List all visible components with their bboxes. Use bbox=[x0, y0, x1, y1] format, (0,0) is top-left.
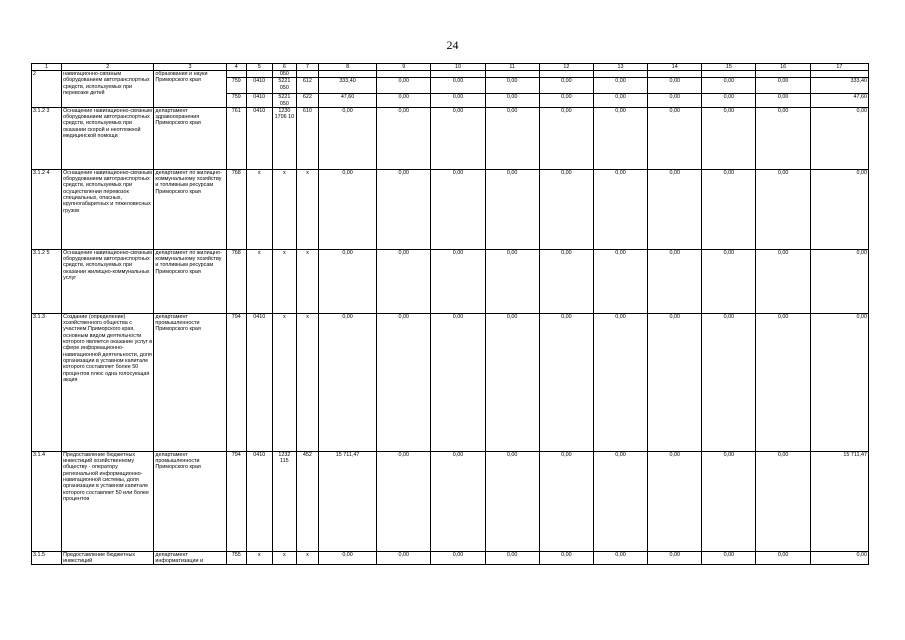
value-cell bbox=[431, 71, 485, 78]
column-header: 3 bbox=[154, 64, 226, 71]
code-grbs: 794 bbox=[226, 451, 246, 551]
value-cell: 0,00 bbox=[431, 78, 485, 94]
code-section: 0410 bbox=[246, 107, 272, 169]
value-cell: 0,00 bbox=[377, 551, 431, 565]
value-cell: 0,00 bbox=[648, 551, 702, 565]
column-header: 4 bbox=[226, 64, 246, 71]
column-header: 12 bbox=[539, 64, 593, 71]
value-cell: 0,00 bbox=[810, 107, 868, 169]
value-cell: 0,00 bbox=[593, 78, 647, 94]
row-number: 3.1.2 4 bbox=[32, 169, 62, 249]
code-section: 0410 bbox=[246, 78, 272, 94]
value-cell: 0,00 bbox=[318, 107, 376, 169]
row-department: департамент информатизации и bbox=[154, 551, 226, 565]
row-number: 3.1.4 bbox=[32, 451, 62, 551]
value-cell: 0,00 bbox=[756, 249, 810, 313]
column-header: 16 bbox=[756, 64, 810, 71]
value-cell: 0,00 bbox=[377, 94, 431, 108]
column-header: 6 bbox=[272, 64, 296, 71]
value-cell: 0,00 bbox=[702, 94, 756, 108]
value-cell: 0,00 bbox=[648, 169, 702, 249]
code-type bbox=[296, 71, 318, 78]
value-cell: 0,00 bbox=[648, 94, 702, 108]
value-cell bbox=[318, 71, 376, 78]
value-cell: 0,00 bbox=[485, 107, 539, 169]
value-cell: 0,00 bbox=[702, 551, 756, 565]
row-department: департамент здравоохранения Приморского края bbox=[154, 107, 226, 169]
value-cell: 0,00 bbox=[593, 249, 647, 313]
value-cell: 0,00 bbox=[318, 169, 376, 249]
code-target: x bbox=[272, 169, 296, 249]
value-cell: 0,00 bbox=[702, 451, 756, 551]
code-section: x bbox=[246, 169, 272, 249]
value-cell: 0,00 bbox=[593, 169, 647, 249]
code-section: 0410 bbox=[246, 313, 272, 451]
code-grbs: 794 bbox=[226, 313, 246, 451]
code-section: x bbox=[246, 551, 272, 565]
row-name: Оснащение навигационно-связным оборудованием автотранспортных средств, используемых при оказании скорой и неотложной медицинской помощи bbox=[62, 107, 154, 169]
value-cell: 0,00 bbox=[485, 551, 539, 565]
column-header: 1 bbox=[32, 64, 62, 71]
row-number: 3.1.2 3 bbox=[32, 107, 62, 169]
value-cell: 0,00 bbox=[431, 313, 485, 451]
value-cell: 0,00 bbox=[377, 451, 431, 551]
code-type: x bbox=[296, 249, 318, 313]
value-cell bbox=[648, 71, 702, 78]
column-header: 14 bbox=[648, 64, 702, 71]
value-cell: 0,00 bbox=[810, 313, 868, 451]
value-cell: 0,00 bbox=[431, 249, 485, 313]
code-type: 610 bbox=[296, 107, 318, 169]
value-cell: 0,00 bbox=[648, 78, 702, 94]
column-header: 8 bbox=[318, 64, 376, 71]
value-cell: 0,00 bbox=[377, 78, 431, 94]
row-name: Предоставление бюджетных инвестиций bbox=[62, 551, 154, 565]
header-row bbox=[32, 64, 869, 71]
value-cell: 0,00 bbox=[539, 313, 593, 451]
value-cell bbox=[756, 71, 810, 78]
table-row bbox=[32, 313, 869, 451]
code-grbs: 761 bbox=[226, 107, 246, 169]
code-target: 1232 115 bbox=[272, 451, 296, 551]
value-cell: 0,00 bbox=[431, 94, 485, 108]
value-cell: 0,00 bbox=[485, 249, 539, 313]
value-cell: 0,00 bbox=[377, 313, 431, 451]
column-header: 5 bbox=[246, 64, 272, 71]
code-grbs: 759 bbox=[226, 94, 246, 108]
row-number: 3.1.3 bbox=[32, 313, 62, 451]
table-row bbox=[32, 169, 869, 249]
value-cell: 0,00 bbox=[539, 551, 593, 565]
code-target: 5221 050 bbox=[272, 78, 296, 94]
value-cell: 0,00 bbox=[702, 313, 756, 451]
value-cell: 0,00 bbox=[431, 551, 485, 565]
column-header: 2 bbox=[62, 64, 154, 71]
column-header: 13 bbox=[593, 64, 647, 71]
row-number: 2 bbox=[32, 71, 62, 108]
code-target: 5221 050 bbox=[272, 94, 296, 108]
code-type: x bbox=[296, 169, 318, 249]
value-cell: 0,00 bbox=[593, 94, 647, 108]
value-cell: 0,00 bbox=[377, 107, 431, 169]
value-cell: 0,00 bbox=[810, 551, 868, 565]
row-number: 3.1.5 bbox=[32, 551, 62, 565]
value-cell: 0,00 bbox=[756, 169, 810, 249]
code-type: x bbox=[296, 313, 318, 451]
row-department: образования и науки Приморского края bbox=[154, 71, 226, 108]
value-cell: 0,00 bbox=[431, 169, 485, 249]
value-cell: 0,00 bbox=[593, 551, 647, 565]
value-cell bbox=[539, 71, 593, 78]
row-name: Создание (определение) хозяйственного общества с участием Приморского края, основным видом деятельности которого является оказание услуг в сфере информационно-навигационной деятельности, доля организации в уставном капитале которого составляет более 50 процентов плюс одна голосующая акция bbox=[62, 313, 154, 451]
value-cell: 0,00 bbox=[431, 451, 485, 551]
value-cell: 0,00 bbox=[810, 169, 868, 249]
value-cell: 0,00 bbox=[377, 169, 431, 249]
row-department: департамент промышленности Приморского края bbox=[154, 451, 226, 551]
code-type: x bbox=[296, 551, 318, 565]
value-cell: 333,40 bbox=[810, 78, 868, 94]
value-cell: 0,00 bbox=[756, 451, 810, 551]
value-cell: 47,60 bbox=[810, 94, 868, 108]
value-cell: 0,00 bbox=[539, 107, 593, 169]
code-target: x bbox=[272, 249, 296, 313]
value-cell: 0,00 bbox=[377, 249, 431, 313]
row-department: департамент по жилищно-коммунальному хозяйству и топливным ресурсам Приморского края bbox=[154, 249, 226, 313]
value-cell: 0,00 bbox=[485, 169, 539, 249]
value-cell: 0,00 bbox=[648, 249, 702, 313]
value-cell: 0,00 bbox=[648, 451, 702, 551]
value-cell: 0,00 bbox=[539, 451, 593, 551]
value-cell bbox=[485, 71, 539, 78]
code-section: 0410 bbox=[246, 451, 272, 551]
row-name: Предоставление бюджетных инвестиций хозяйственному обществу - оператору региональной информационно-навигационной системы, доля организации в уставном капитале которого составляет 50 или более процентов bbox=[62, 451, 154, 551]
value-cell bbox=[593, 71, 647, 78]
value-cell: 15 711,47 bbox=[810, 451, 868, 551]
column-header: 7 bbox=[296, 64, 318, 71]
column-header: 15 bbox=[702, 64, 756, 71]
value-cell: 0,00 bbox=[648, 107, 702, 169]
code-grbs: 759 bbox=[226, 78, 246, 94]
row-name: навигационно-связным оборудованием автотранспортных средств, используемых при перевозке детей bbox=[62, 71, 154, 108]
value-cell: 47,60 bbox=[318, 94, 376, 108]
column-header: 11 bbox=[485, 64, 539, 71]
code-grbs bbox=[226, 71, 246, 78]
row-name: Оснащение навигационно-связным оборудованием автотранспортных средств, используемых при оказании жилищно-коммунальных услуг bbox=[62, 249, 154, 313]
value-cell: 0,00 bbox=[756, 94, 810, 108]
table-row bbox=[32, 249, 869, 313]
budget-table bbox=[31, 63, 869, 565]
value-cell: 0,00 bbox=[539, 78, 593, 94]
value-cell: 0,00 bbox=[593, 313, 647, 451]
table-row bbox=[32, 451, 869, 551]
value-cell: 0,00 bbox=[648, 313, 702, 451]
value-cell: 0,00 bbox=[756, 78, 810, 94]
column-header: 17 bbox=[810, 64, 868, 71]
value-cell: 0,00 bbox=[485, 313, 539, 451]
value-cell: 333,40 bbox=[318, 78, 376, 94]
value-cell: 0,00 bbox=[485, 94, 539, 108]
code-target: x bbox=[272, 551, 296, 565]
value-cell: 0,00 bbox=[702, 249, 756, 313]
code-type: 622 bbox=[296, 94, 318, 108]
value-cell: 0,00 bbox=[539, 249, 593, 313]
value-cell: 0,00 bbox=[431, 107, 485, 169]
value-cell bbox=[810, 71, 868, 78]
row-department: департамент промышленности Приморского края bbox=[154, 313, 226, 451]
value-cell: 0,00 bbox=[702, 169, 756, 249]
value-cell: 0,00 bbox=[593, 107, 647, 169]
table-row bbox=[32, 551, 869, 565]
value-cell: 0,00 bbox=[485, 78, 539, 94]
value-cell: 0,00 bbox=[318, 313, 376, 451]
page-number: 24 bbox=[446, 38, 459, 52]
row-department: департамент по жилищно-коммунальному хозяйству и топливным ресурсам Приморского края bbox=[154, 169, 226, 249]
value-cell: 0,00 bbox=[318, 551, 376, 565]
code-grbs: 755 bbox=[226, 551, 246, 565]
value-cell: 0,00 bbox=[702, 107, 756, 169]
value-cell bbox=[702, 71, 756, 78]
value-cell: 0,00 bbox=[702, 78, 756, 94]
row-name: Оснащение навигационно-связным оборудованием автотранспортных средств, используемых при осуществлении перевозок специальных, опасных, крупногабаритных и тяжеловесных грузов bbox=[62, 169, 154, 249]
table-row bbox=[32, 71, 869, 78]
value-cell bbox=[377, 71, 431, 78]
value-cell: 0,00 bbox=[485, 451, 539, 551]
value-cell: 0,00 bbox=[318, 249, 376, 313]
value-cell: 0,00 bbox=[539, 94, 593, 108]
row-number: 3.1.2 5 bbox=[32, 249, 62, 313]
value-cell: 15 711,47 bbox=[318, 451, 376, 551]
value-cell: 0,00 bbox=[539, 169, 593, 249]
code-type: 452 bbox=[296, 451, 318, 551]
code-target: 050 bbox=[272, 71, 296, 78]
value-cell: 0,00 bbox=[593, 451, 647, 551]
column-header: 9 bbox=[377, 64, 431, 71]
code-section: x bbox=[246, 249, 272, 313]
value-cell: 0,00 bbox=[756, 551, 810, 565]
value-cell: 0,00 bbox=[756, 107, 810, 169]
code-section: 0410 bbox=[246, 94, 272, 108]
code-target: 1230 1706 10 bbox=[272, 107, 296, 169]
code-grbs: 768 bbox=[226, 249, 246, 313]
code-type: 612 bbox=[296, 78, 318, 94]
code-grbs: 768 bbox=[226, 169, 246, 249]
code-section bbox=[246, 71, 272, 78]
column-header: 10 bbox=[431, 64, 485, 71]
table-row bbox=[32, 107, 869, 169]
value-cell: 0,00 bbox=[756, 313, 810, 451]
value-cell: 0,00 bbox=[810, 249, 868, 313]
code-target: x bbox=[272, 313, 296, 451]
